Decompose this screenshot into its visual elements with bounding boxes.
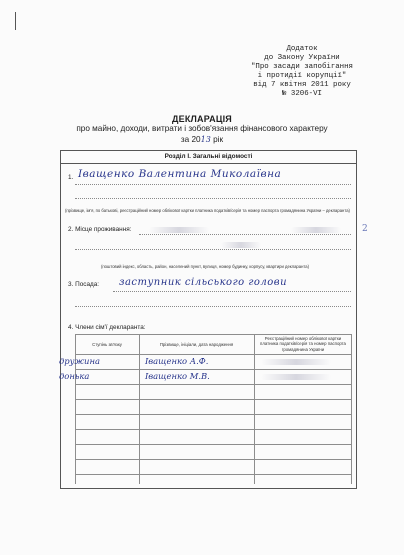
item3-line bbox=[113, 291, 351, 292]
table-row-border bbox=[75, 369, 351, 370]
document-subtitle bbox=[70, 124, 334, 145]
table-row-border bbox=[75, 429, 351, 430]
item1-handwritten-name: Іващенко Валентина Миколаївна bbox=[78, 168, 282, 180]
addendum-line: Додаток bbox=[286, 45, 318, 53]
table-row-border bbox=[75, 474, 351, 475]
scan-edge-mark bbox=[15, 12, 16, 30]
item2-line-2 bbox=[75, 249, 351, 250]
redacted-area bbox=[261, 374, 331, 380]
table-col-border bbox=[351, 334, 352, 484]
table-row-relation: дружина bbox=[59, 356, 100, 366]
redacted-area bbox=[221, 242, 261, 248]
addendum-line: від 7 квітня 2011 року bbox=[253, 81, 351, 89]
table-col-border bbox=[254, 334, 255, 484]
table-col-border bbox=[139, 334, 140, 484]
subtitle-text: про майно, доходи, витрати і зобов'язання фінансового характеру bbox=[76, 124, 328, 133]
document-title: ДЕКЛАРАЦІЯ bbox=[172, 114, 232, 124]
table-row-border bbox=[75, 384, 351, 385]
redacted-area bbox=[149, 227, 209, 233]
year-handwritten: 13 bbox=[200, 135, 211, 144]
addendum-line: № 3206-VI bbox=[282, 90, 322, 98]
item1-caption: (прізвище, ім'я, по батькові, реєстраційний номер облікової картки платника податків/серія та номер паспорта громадянина України – декларанта) bbox=[65, 208, 350, 213]
year-line bbox=[70, 135, 334, 145]
item1-number: 1. bbox=[68, 174, 74, 181]
addendum-block bbox=[222, 45, 382, 99]
table-row-border bbox=[75, 459, 351, 460]
item2-line bbox=[139, 234, 351, 235]
table-row-name: Іващенко М.В. bbox=[145, 371, 210, 381]
margin-mark: 2 bbox=[362, 224, 368, 234]
column-header-tax-id: Реєстраційний номер облікової картки платника податків/серія та номер паспорта громадянина України bbox=[260, 336, 346, 352]
addendum-line: до Закону України bbox=[264, 54, 340, 62]
redacted-area bbox=[291, 227, 341, 233]
item3-handwritten-position: заступник сільського голови bbox=[119, 277, 288, 288]
table-row-relation: донька bbox=[59, 371, 90, 381]
table-row-border bbox=[75, 399, 351, 400]
item3-label: 3. Посада: bbox=[68, 281, 100, 288]
form-section bbox=[60, 150, 357, 489]
redacted-area bbox=[261, 359, 331, 365]
column-header-name: Прізвище, ініціали, дата народження bbox=[159, 342, 234, 347]
year-suffix: рік bbox=[213, 135, 224, 144]
item4-label: 4. Члени сім'ї декларанта: bbox=[68, 324, 146, 331]
table-row-border bbox=[75, 414, 351, 415]
year-prefix: за 20 bbox=[180, 135, 201, 144]
item1-line-2 bbox=[75, 198, 351, 199]
table-row-border bbox=[75, 444, 351, 445]
section-title: Розділ I. Загальні відомості bbox=[61, 151, 356, 164]
item1-line bbox=[75, 184, 351, 185]
addendum-line: і протидії корупції" bbox=[257, 72, 347, 80]
item2-label: 2. Місце проживання: bbox=[68, 226, 132, 233]
table-header-border bbox=[75, 354, 351, 355]
table-row-name: Іващенко А.Ф. bbox=[145, 356, 209, 366]
item2-caption: (поштовий індекс, область, район, населений пункт, вулиця, номер будинку, корпусу, квартири декларанта) bbox=[101, 264, 309, 269]
item3-line-2 bbox=[75, 306, 351, 307]
table-top-border bbox=[75, 334, 351, 335]
column-header-relation: Ступінь зв'язку bbox=[92, 342, 122, 347]
addendum-line: "Про засади запобігання bbox=[250, 63, 353, 71]
